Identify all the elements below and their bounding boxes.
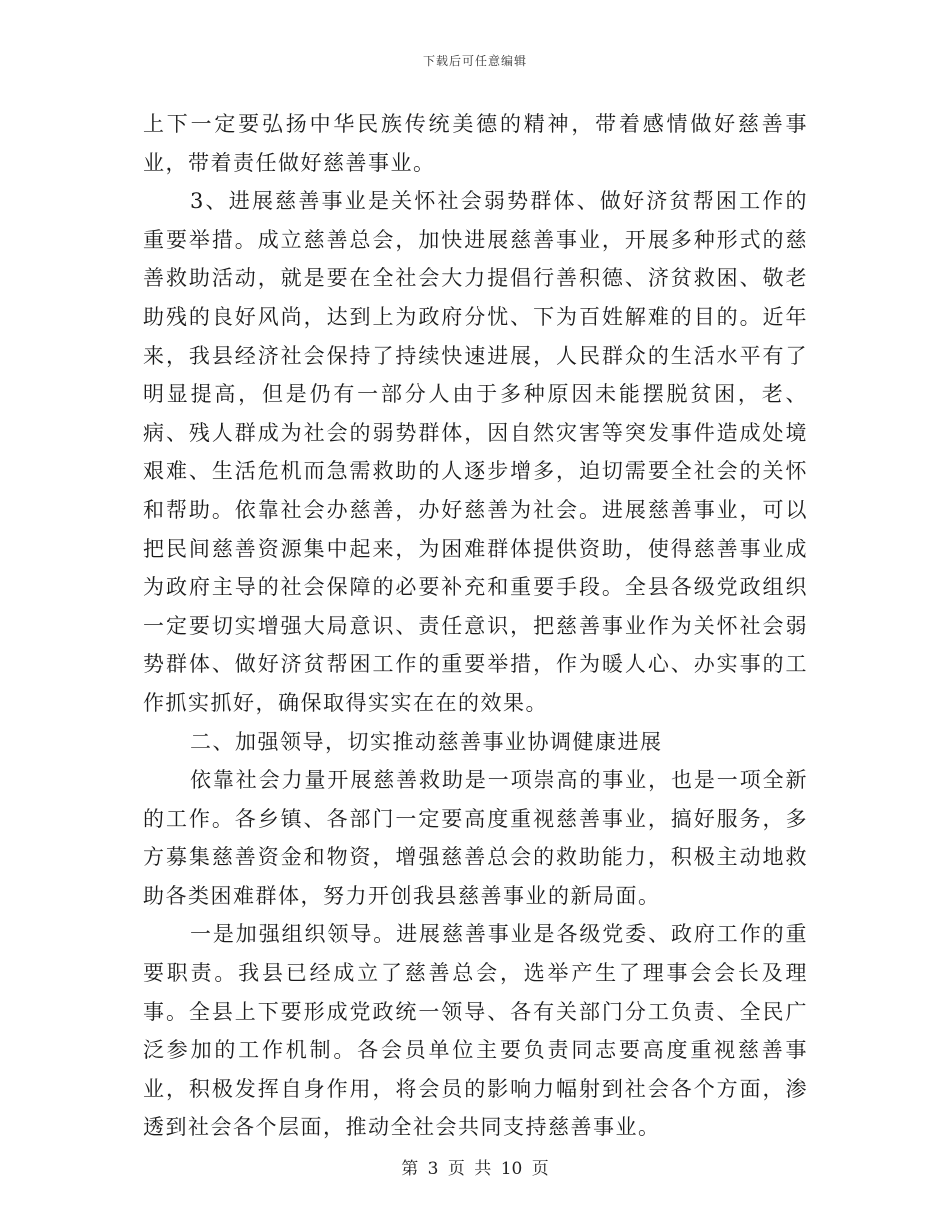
page-header-note: 下载后可任意编辑 <box>422 54 527 68</box>
section-heading-2: 二、加强领导，切实推动慈善事业协调健康进展 <box>190 729 663 754</box>
paragraph-point-1: 一是加强组织领导。进展慈善事业是各级党委、政府工作的重要职责。我县已经成立了慈善总会，选举产生了理事会会长及理事。全县上下要形成党政统一领导、各有关部门分工负责、全民广泛参加的工作机制。各会员单位主要负责同志要高度重视慈善事业，积极发挥自身作用，将会员的影响力幅射到社会各个方面，渗透到社会各个层面，推动全社会共同支持慈善事业。 <box>143 922 808 1140</box>
document-body <box>143 105 808 1147</box>
paragraph-item-3: 3、进展慈善事业是关怀社会弱势群体、做好济贫帮困工作的重要举措。成立慈善总会，加快进展慈善事业，开展多种形式的慈善救助活动，就是要在全社会大力提倡行善积德、济贫救困、敬老助残的良好风尚，达到上为政府分忧、下为百姓解难的目的。近年来，我县经济社会保持了持续快速进展，人民群众的生活水平有了明显提高，但是仍有一部分人由于多种原因未能摆脱贫困，老、病、残人群成为社会的弱势群体，因自然灾害等突发事件造成处境艰难、生活危机而急需救助的人逐步增多，迫切需要全社会的关怀和帮助。依靠社会办慈善，办好慈善为社会。进展慈善事业，可以把民间慈善资源集中起来，为困难群体提供资助，使得慈善事业成为政府主导的社会保障的必要补充和重要手段。全县各级党政组织一定要切实增强大局意识、责任意识，把慈善事业作为关怀社会弱势群体、做好济贫帮困工作的重要举措，作为暖人心、办实事的工作抓实抓好，确保取得实实在在的效果。 <box>143 189 808 715</box>
paragraph-section-intro: 依靠社会力量开展慈善救助是一项崇高的事业，也是一项全新的工作。各乡镇、各部门一定要高度重视慈善事业，搞好服务，多方募集慈善资金和物资，增强慈善总会的救助能力，积极主动地救助各类困难群体，努力开创我县慈善事业的新局面。 <box>143 768 808 908</box>
page-footer-number: 第 3 页 共 10 页 <box>401 1159 549 1179</box>
paragraph-continuation: 上下一定要弘扬中华民族传统美德的精神，带着感情做好慈善事业，带着责任做好慈善事业。 <box>143 112 808 175</box>
